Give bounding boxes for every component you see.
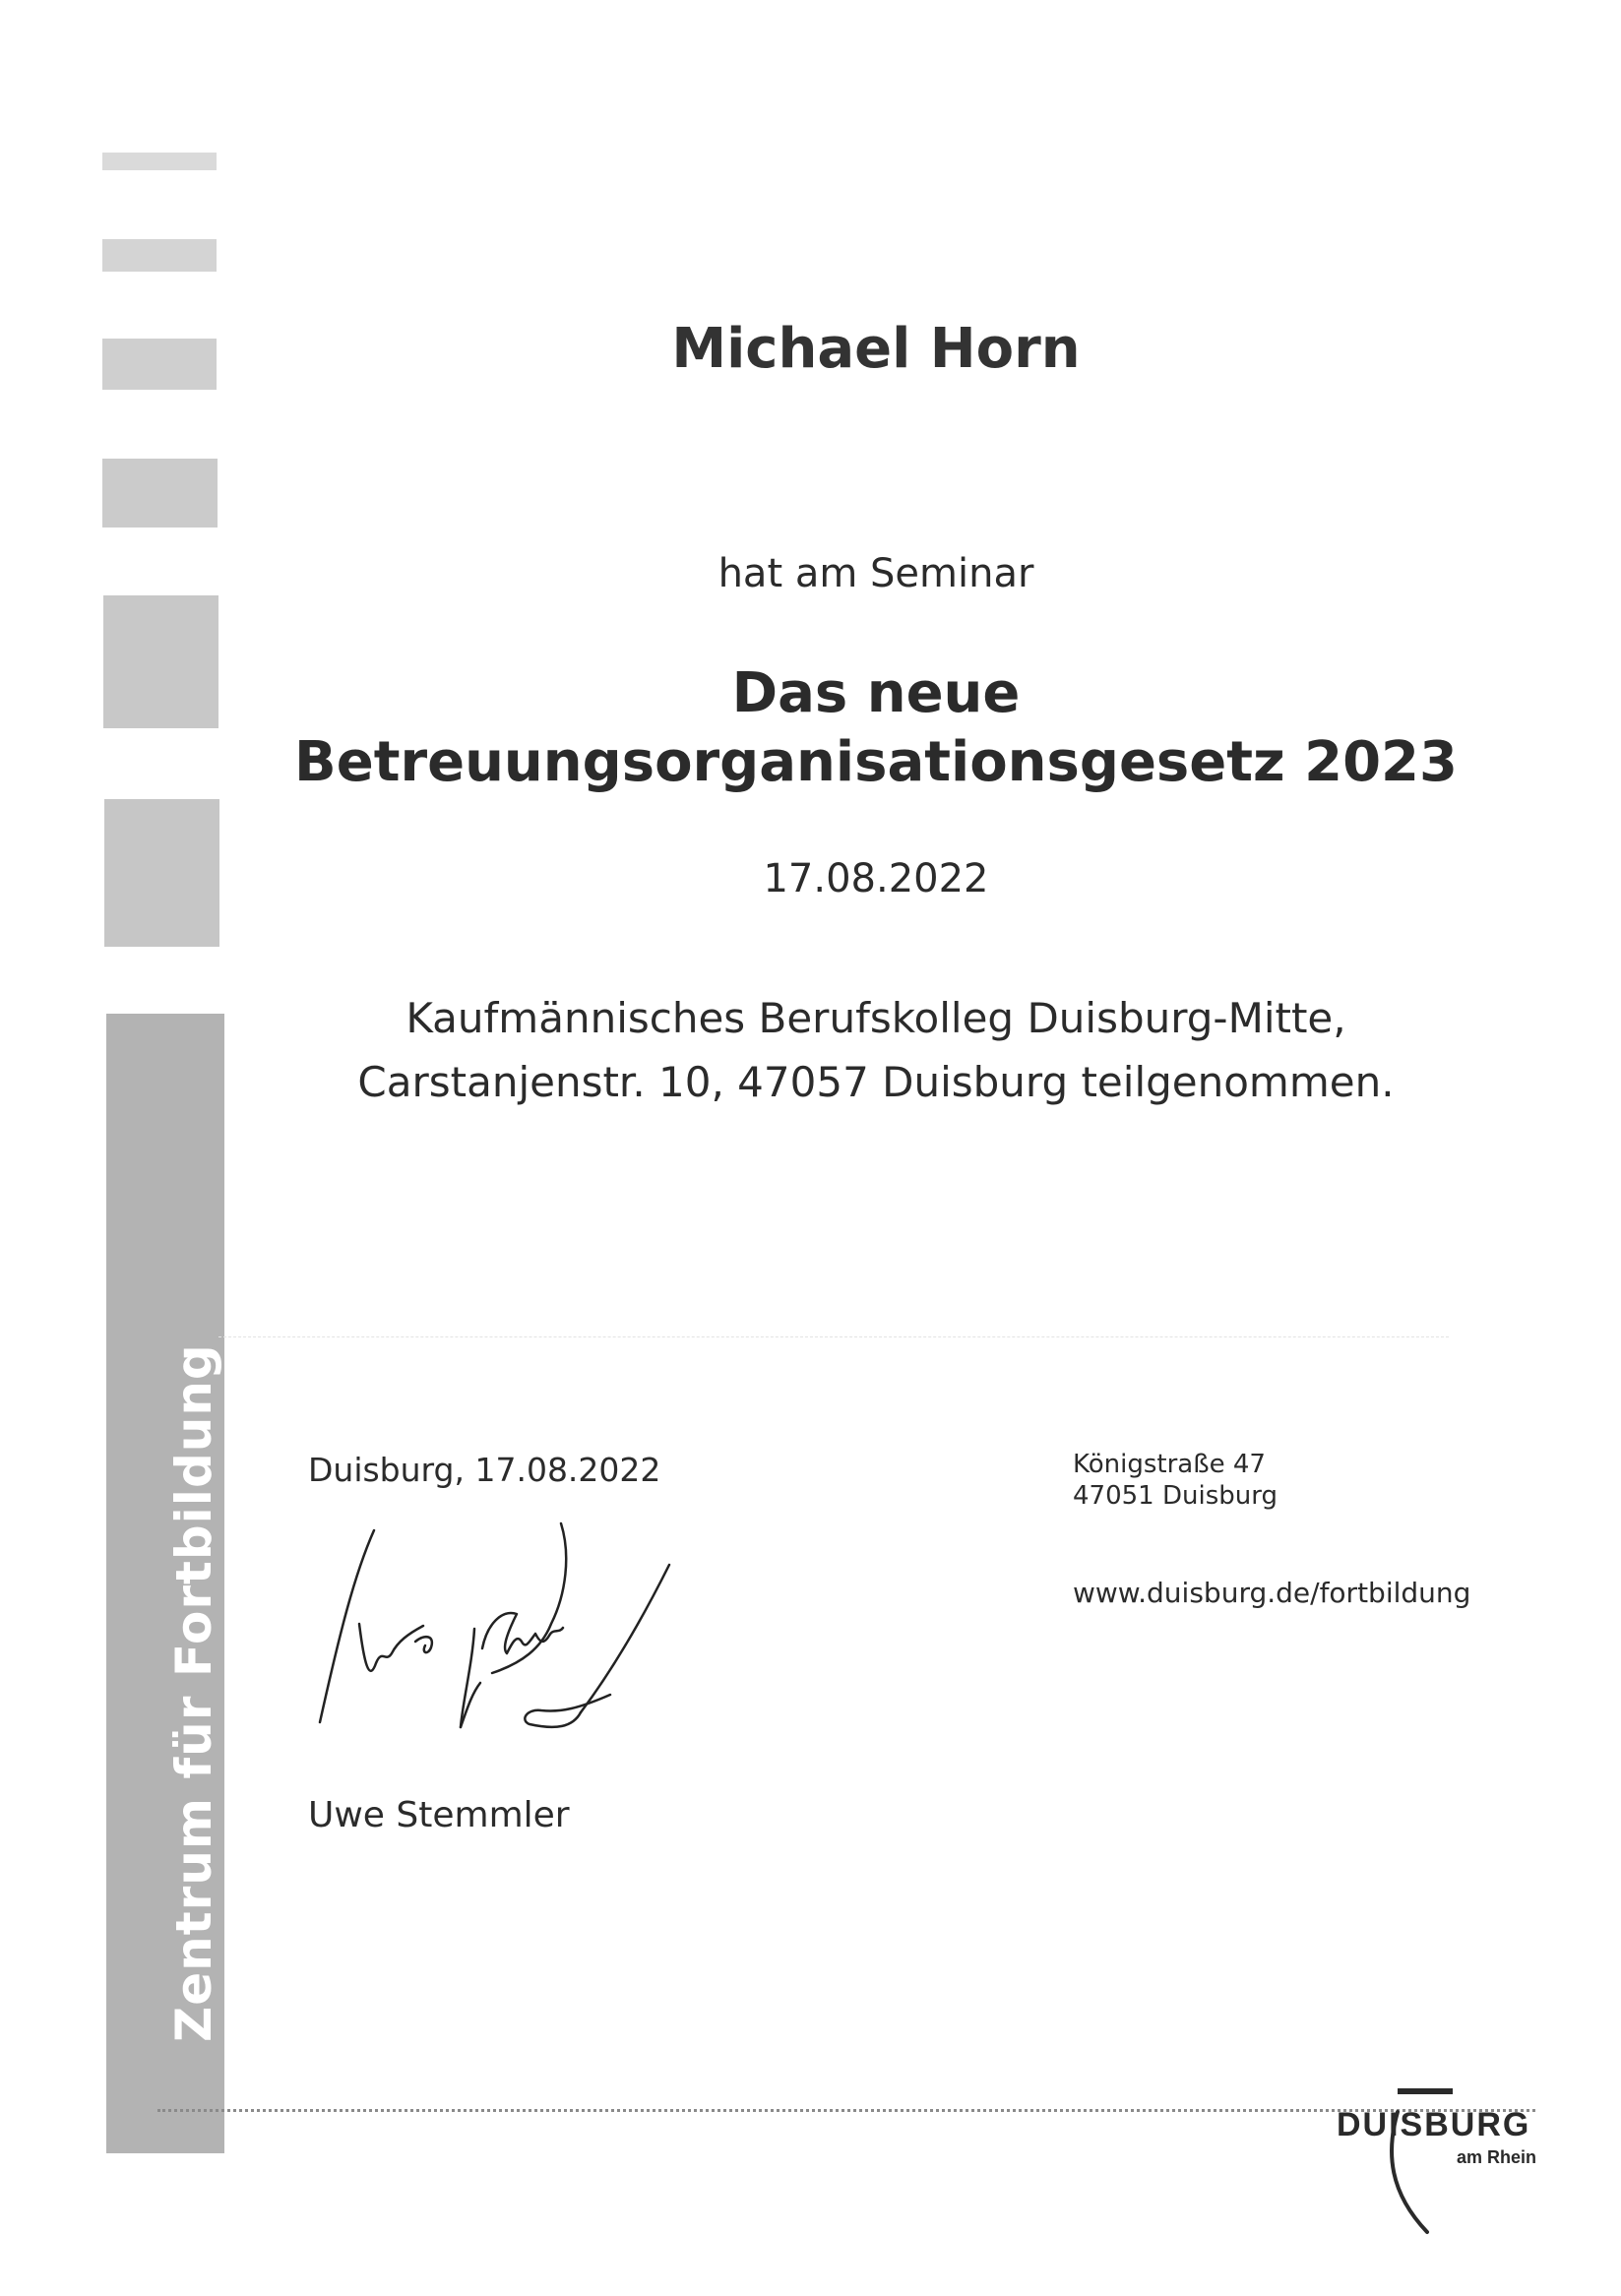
seminar-title-line1: Das neue bbox=[731, 661, 1021, 725]
decor-bar bbox=[102, 239, 217, 272]
seminar-title-line2: Betreuungsorganisationsgesetz 2023 bbox=[294, 730, 1458, 794]
participant-name: Michael Horn bbox=[671, 317, 1081, 381]
seminar-date: 17.08.2022 bbox=[763, 856, 989, 901]
intro-text: hat am Seminar bbox=[717, 551, 1034, 596]
address-city: 47051 Duisburg bbox=[1073, 1481, 1278, 1511]
signer-name: Uwe Stemmler bbox=[308, 1795, 570, 1835]
decor-bar bbox=[102, 153, 217, 170]
divider bbox=[218, 1336, 1449, 1337]
issuer-website: www.duisburg.de/fortbildung bbox=[1073, 1577, 1471, 1609]
logo-word: DUISBURG bbox=[1337, 2106, 1531, 2143]
sidebar-label: Zentrum für Fortbildung bbox=[165, 1343, 222, 2042]
duisburg-logo bbox=[1329, 2084, 1555, 2262]
handwritten-signature bbox=[315, 1516, 689, 1752]
address-street: Königstraße 47 bbox=[1073, 1450, 1266, 1479]
venue bbox=[246, 986, 1506, 1114]
seminar-title bbox=[246, 659, 1506, 797]
decor-bar bbox=[103, 595, 218, 728]
decor-bar bbox=[102, 339, 217, 390]
decor-bar bbox=[102, 459, 218, 527]
issuer-address bbox=[1073, 1449, 1278, 1512]
place-and-date: Duisburg, 17.08.2022 bbox=[308, 1451, 661, 1489]
decor-bar bbox=[104, 799, 219, 947]
logo-subtitle: am Rhein bbox=[1457, 2147, 1537, 2167]
venue-line2: Carstanjenstr. 10, 47057 Duisburg teilgenommen. bbox=[357, 1058, 1395, 1106]
venue-line1: Kaufmännisches Berufskolleg Duisburg-Mitte, bbox=[405, 994, 1346, 1042]
